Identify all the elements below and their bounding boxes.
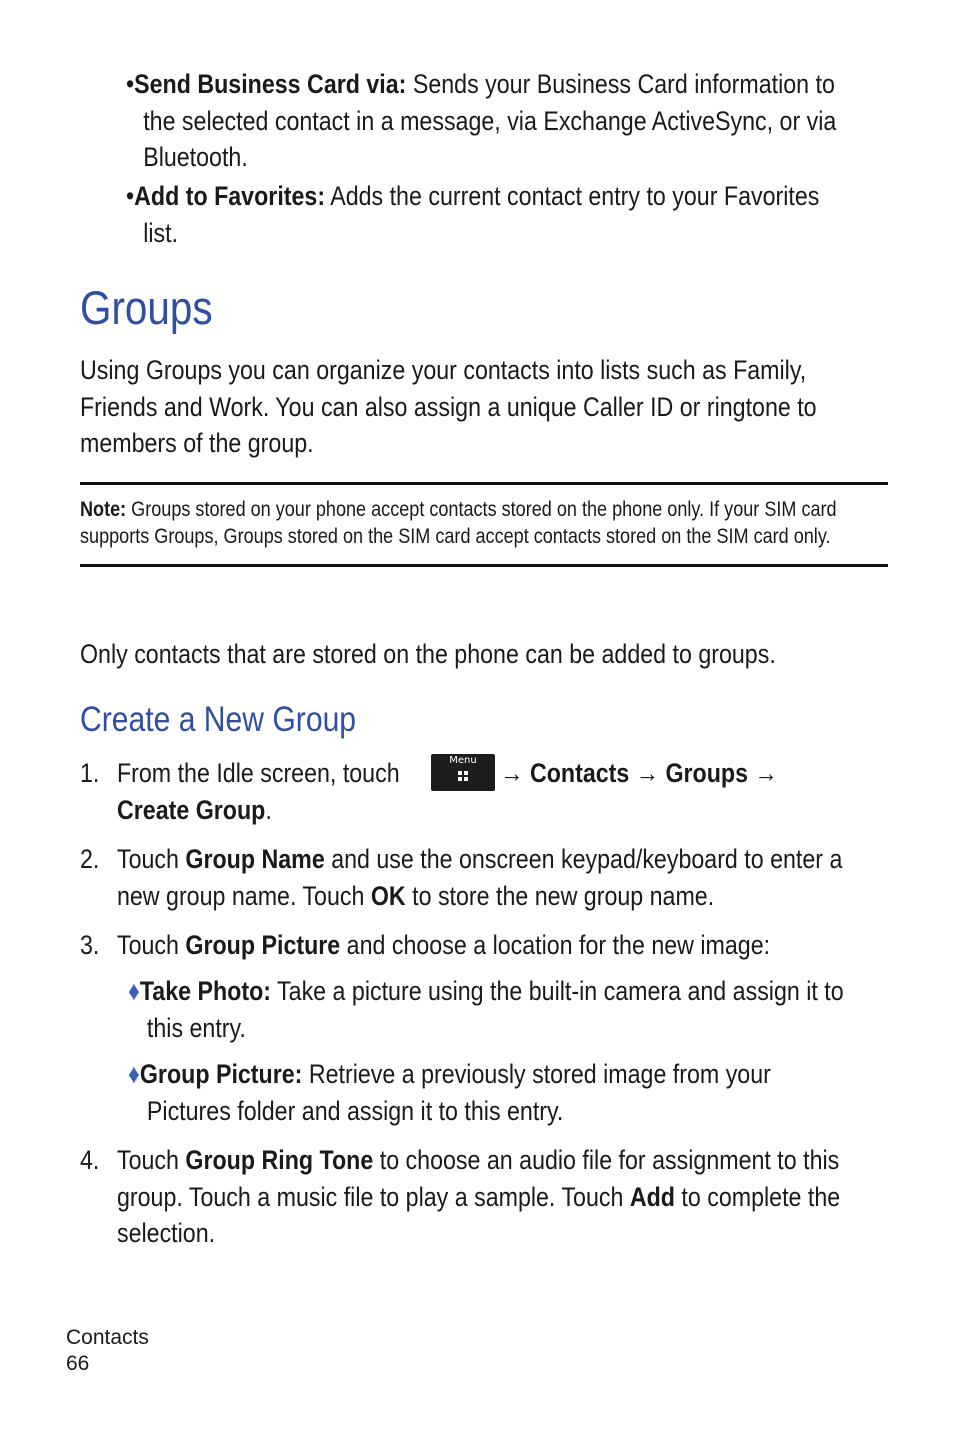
- step-text: Touch: [116, 1145, 186, 1175]
- sub-bullet-label: Group Picture:: [139, 1059, 303, 1089]
- bullet-text: Bluetooth.: [143, 142, 248, 172]
- sub-bullet-text: Retrieve a previously stored image from your: [302, 1059, 771, 1089]
- create-group-heading: Create a New Group: [80, 700, 357, 739]
- step-text: .: [265, 794, 272, 825]
- bullet-send-business-card: [126, 66, 848, 176]
- step-ok: OK: [370, 880, 406, 911]
- bullet-text: the selected contact in a message, via Exchange ActiveSync, or via: [143, 105, 837, 136]
- step-text: group. Touch a music file to play a sample. Touch: [116, 1181, 630, 1212]
- note-top-rule: [80, 482, 888, 485]
- bullet-text: Sends your Business Card information to: [406, 69, 835, 99]
- sub-bullet-text: Pictures folder and assign it to this entry.: [146, 1095, 564, 1126]
- intro-line: Friends and Work. You can also assign a unique Caller ID or ringtone to: [80, 391, 817, 422]
- step-text: to store the new group name.: [405, 880, 715, 911]
- step-create-group: Create Group: [116, 794, 266, 825]
- bullet-marker: •: [126, 181, 135, 211]
- windows-logo-icon: [458, 771, 469, 782]
- step-group-name: Group Name: [185, 844, 325, 874]
- note-box: [80, 496, 837, 550]
- groups-heading: Groups: [80, 281, 213, 334]
- bullet-marker: •: [126, 69, 135, 99]
- sub-bullet-label: Take Photo:: [139, 976, 272, 1006]
- step-contacts: Contacts: [529, 758, 630, 788]
- note-text: Groups stored on your phone accept contacts stored on the phone only. If your SIM card: [126, 498, 837, 521]
- only-contacts-text: Only contacts that are stored on the phone can be added to groups.: [80, 639, 776, 669]
- diamond-icon: ♦: [128, 976, 140, 1006]
- intro-line: members of the group.: [80, 428, 314, 458]
- step-add: Add: [629, 1181, 675, 1212]
- step-text: selection.: [116, 1218, 216, 1248]
- step-number: 4.: [80, 1145, 100, 1175]
- step-number: 3.: [80, 930, 100, 960]
- note-text: supports Groups, Groups stored on the SIM card accept contacts stored on the SIM card only.: [80, 525, 831, 548]
- groups-intro: [80, 352, 817, 462]
- sub-bullet-group-picture: [128, 1056, 771, 1129]
- intro-line: Using Groups you can organize your contacts into lists such as Family,: [80, 355, 807, 385]
- footer-page-number: 66: [66, 1352, 90, 1375]
- bullet-text: list.: [143, 217, 179, 248]
- step-number: 2.: [80, 844, 100, 874]
- step-groups: Groups: [665, 758, 749, 788]
- step-text: From the Idle screen, touch: [116, 758, 400, 788]
- note-bottom-rule: [80, 564, 888, 567]
- menu-icon-label: Menu: [449, 755, 477, 766]
- diamond-icon: ♦: [128, 1059, 140, 1089]
- step-text: to complete the: [674, 1181, 841, 1212]
- sub-bullet-text: this entry.: [146, 1012, 246, 1043]
- step-text: Touch: [116, 844, 186, 874]
- step-text: Touch: [116, 930, 186, 960]
- bullet-label: Add to Favorites:: [134, 181, 326, 211]
- footer-section-name: Contacts: [66, 1326, 149, 1349]
- arrow-icon: →: [635, 758, 659, 788]
- step-text: and use the onscreen keypad/keyboard to enter a: [324, 844, 843, 874]
- step-text: new group name. Touch: [116, 880, 371, 911]
- step-group-ring-tone: Group Ring Tone: [185, 1145, 374, 1175]
- step-group-picture: Group Picture: [185, 930, 341, 960]
- menu-key-icon: [431, 754, 495, 791]
- step-text: and choose a location for the new image:: [340, 930, 771, 960]
- sub-bullet-take-photo: [128, 973, 844, 1046]
- arrow-icon: →: [754, 758, 778, 788]
- sub-bullet-text: Take a picture using the built-in camera and assign it to: [271, 976, 844, 1006]
- note-label: Note:: [80, 498, 127, 521]
- arrow-icon: →: [500, 758, 524, 788]
- step-text: to choose an audio file for assignment to this: [373, 1145, 840, 1175]
- bullet-label: Send Business Card via:: [134, 69, 407, 99]
- step-number: 1.: [80, 758, 100, 788]
- bullet-text: Adds the current contact entry to your Favorites: [325, 181, 820, 211]
- bullet-add-to-favorites: [126, 178, 848, 251]
